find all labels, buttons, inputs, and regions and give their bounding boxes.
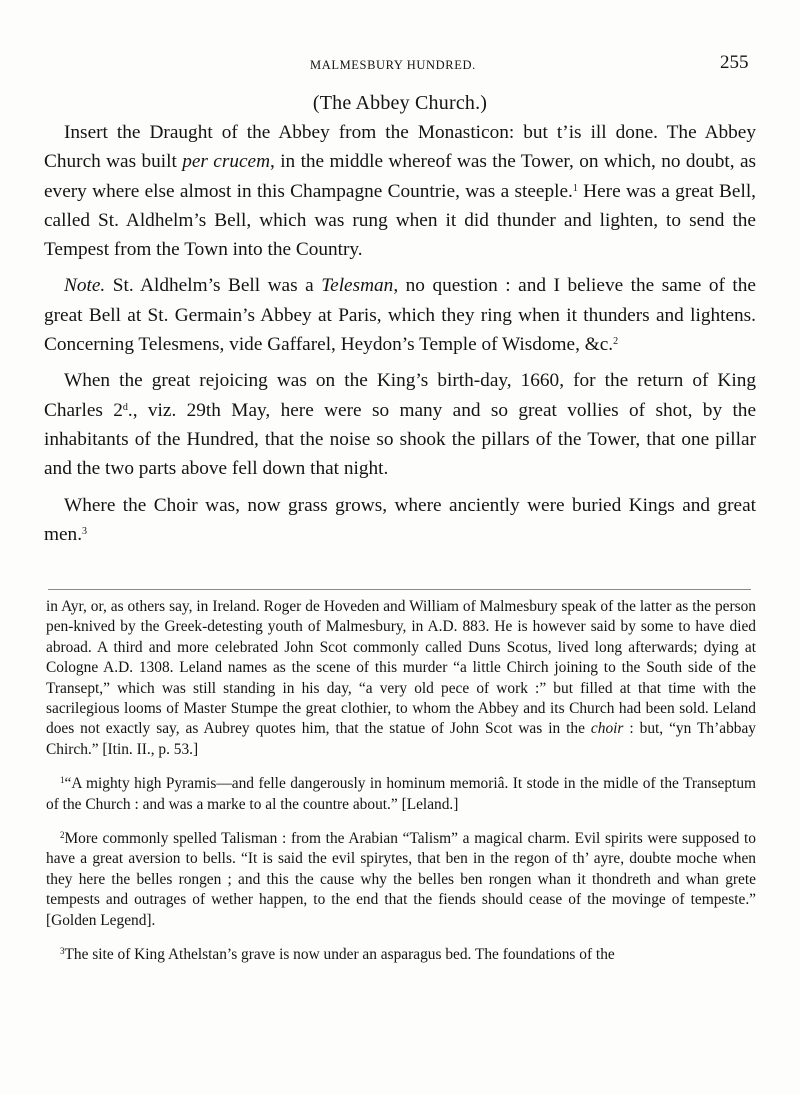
footnote-carryover: in Ayr, or, as others say, in Ireland. Roger de Hoveden and William of Malmesbury speak of the latter as the person pen-knived by the Greek-detesting youth of Malmesbury, in A.D. 883. He is however said by some to have died abroad. A third and more celebrated John Scot commonly called Duns Scotus, lived long afterwards; dying at Cologne A.D. 1308. Leland names as the scene of this murder “a little Chirch joining to the South side of the Transept,” which was still standing in his day, “a very old pece of work :” but filled at that time with the sacrilegious looms of Master Stumpe the great clothier, to whom the Abbey and its Church had been sold. Leland does not exactly say, as Aubrey quotes him, that the statue of John Scot was in the choir : but, “yn Th’abbay Chirch.” [Itin. II., p. 53.] <box>46 598 756 758</box>
main-text <box>44 118 756 556</box>
paragraph-choir: Where the Choir was, now grass grows, where anciently were buried Kings and great men.$^3$ <box>44 494 756 545</box>
footnote-marker: 1 <box>60 775 65 786</box>
footnote-ref-3[interactable]: 3 <box>82 525 88 537</box>
paragraph-kings-birthday: When the great rejoicing was on the King’s birth-day, 1660, for the return of King Charles 2$^d$., viz. 29th May, here were so many and so great vollies of shot, by the inhabitants of the Hundred, that the noise so shook the pillars of the Tower, that one pillar and the two parts above fell down that night. <box>44 370 757 480</box>
paragraph-abbey-draught: Insert the Draught of the Abbey from the Monasticon: but t’is ill done. The Abbey Church was built per crucem, in the middle whereof was the Tower, on which, no doubt, as every where else almost in this Champagne Countrie, was a steeple.$^1$ Here was a great Bell, called St. Aldhelm’s Bell, which was rung when it did thunder and lighten, to send the Tempest from the Town into the Country. <box>44 122 757 261</box>
page-number: 255 <box>720 52 749 73</box>
footnote-3: $^3$The site of King Athelstan’s grave is now under an asparagus bed. The foundations of the <box>60 946 615 964</box>
footnotes <box>46 597 756 980</box>
paragraph-note-telesman: Note. St. Aldhelm’s Bell was a Telesman, no question : and I believe the same of the great Bell at St. Germain’s Abbey at Paris, which they ring when it thunders and lightens. Concerning Telesmens, vide Gaffarel, Heydon’s Temple of Wisdome, &c.$^2$ <box>44 275 756 356</box>
footnote-ref-1[interactable]: 1 <box>572 182 578 194</box>
footnote-marker: 3 <box>60 946 65 957</box>
section-title: (The Abbey Church.) <box>312 92 488 114</box>
footnote-1: $^1$“A mighty high Pyramis—and felle dangerously in hominum memoriâ. It stode in the midle of the Transeptum of the Church : and was a marke to al the countre about.” [Leland.] <box>46 775 756 813</box>
footnote-ref-2[interactable]: 2 <box>613 336 619 348</box>
note-label: Note. <box>64 275 106 297</box>
footnote-divider <box>48 589 751 590</box>
footnote-marker: 2 <box>60 830 65 841</box>
page-header <box>0 52 800 82</box>
running-head: MALMESBURY HUNDRED. <box>310 58 476 72</box>
footnote-2: $^2$More commonly spelled Talisman : from the Arabian “Talism” a magical charm. Evil spirits were supposed to have a great aversion to bells. “It is said the evil spirytes, that ben in the regon of th’ ayre, doubte moche when they here the belles rongen ; and this the cause why the belles ben rongen whan it thondreth and whan grete tempests and outrages of wether happen, to the end that the fiends should cease of the movinge of tempeste.” [Golden Legend]. <box>46 830 756 929</box>
